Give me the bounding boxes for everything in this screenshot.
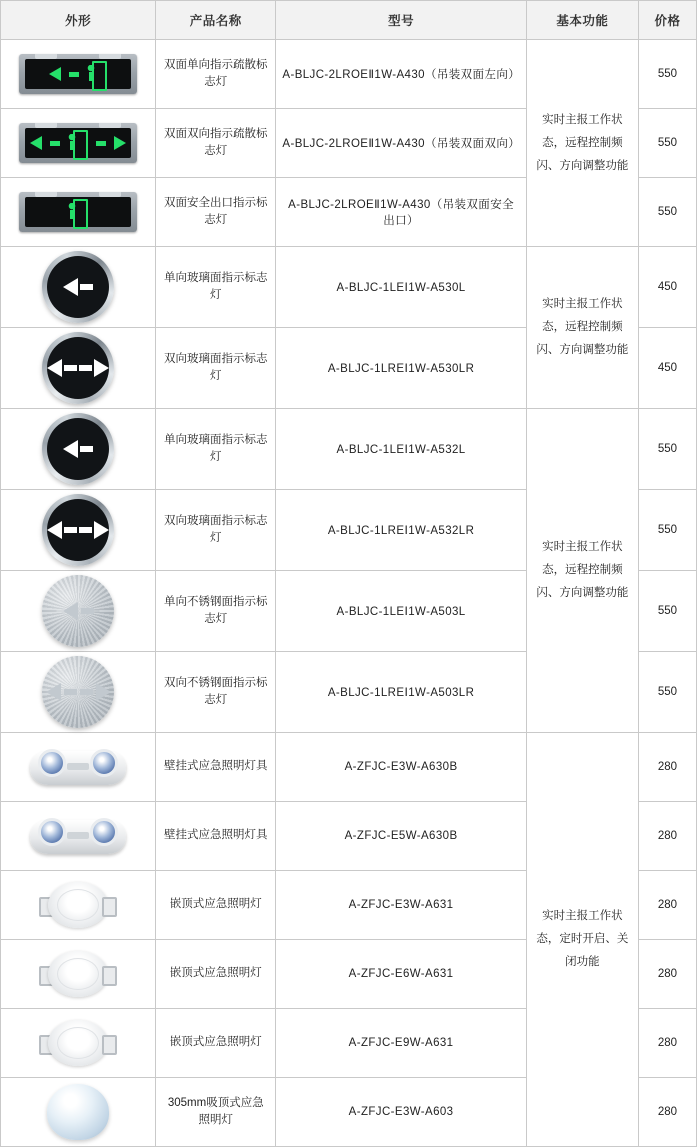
product-image-cell <box>1 178 156 247</box>
product-name: 双面安全出口指示标志灯 <box>156 178 276 247</box>
table-row <box>1 409 697 490</box>
product-name: 双面单向指示疏散标志灯 <box>156 40 276 109</box>
product-model: A-BLJC-1LREⅠ1W-A532LR <box>276 490 526 571</box>
product-model: A-ZFJC-E5W-A630B <box>276 802 526 871</box>
product-model: A-BLJC-1LEⅠ1W-A532L <box>276 409 526 490</box>
exit-sign-exit-icon <box>1 182 155 242</box>
product-image-cell <box>1 871 156 940</box>
product-model: A-ZFJC-E3W-A631 <box>276 871 526 940</box>
product-image-cell <box>1 490 156 571</box>
product-function: 实时主报工作状态，远程控制频闪、方向调整功能 <box>526 40 638 247</box>
column-header-shape: 外形 <box>1 1 156 40</box>
product-name: 单向玻璃面指示标志灯 <box>156 409 276 490</box>
product-price: 450 <box>638 247 696 328</box>
recessed-downlight-icon <box>1 1013 155 1073</box>
glass-disc-both-arrows-icon <box>1 332 155 404</box>
product-price: 550 <box>638 652 696 733</box>
product-price: 280 <box>638 802 696 871</box>
exit-sign-left-arrow-icon <box>1 44 155 104</box>
product-price: 280 <box>638 940 696 1009</box>
column-header-name: 产品名称 <box>156 1 276 40</box>
product-function: 实时主报工作状态，远程控制频闪、方向调整功能 <box>526 247 638 409</box>
recessed-downlight-icon <box>1 875 155 935</box>
product-model: A-ZFJC-E3W-A603 <box>276 1078 526 1147</box>
product-image-cell <box>1 1078 156 1147</box>
product-price: 550 <box>638 40 696 109</box>
product-image-cell <box>1 571 156 652</box>
product-image-cell <box>1 1009 156 1078</box>
product-model: A-BLJC-1LEⅠ1W-A503L <box>276 571 526 652</box>
product-price: 550 <box>638 490 696 571</box>
product-name: 嵌顶式应急照明灯 <box>156 1009 276 1078</box>
product-price: 550 <box>638 409 696 490</box>
product-model: A-ZFJC-E3W-A630B <box>276 733 526 802</box>
product-function: 实时主报工作状态，定时开启、关闭功能 <box>526 733 638 1147</box>
wall-mounted-lamp-icon <box>1 806 155 866</box>
steel-disc-left-arrow-icon <box>1 575 155 647</box>
product-image-cell <box>1 247 156 328</box>
product-price: 550 <box>638 178 696 247</box>
product-name: 305mm吸顶式应急照明灯 <box>156 1078 276 1147</box>
product-price: 280 <box>638 1009 696 1078</box>
product-image-cell <box>1 802 156 871</box>
product-name: 嵌顶式应急照明灯 <box>156 871 276 940</box>
product-model: A-BLJC-1LREⅠ1W-A503LR <box>276 652 526 733</box>
table-header-row <box>1 1 697 40</box>
product-name: 双向玻璃面指示标志灯 <box>156 328 276 409</box>
product-price: 280 <box>638 733 696 802</box>
product-name: 嵌顶式应急照明灯 <box>156 940 276 1009</box>
column-header-function: 基本功能 <box>526 1 638 40</box>
glass-disc-left-arrow-icon <box>1 413 155 485</box>
product-model: A-ZFJC-E9W-A631 <box>276 1009 526 1078</box>
product-price: 450 <box>638 328 696 409</box>
product-name: 壁挂式应急照明灯具 <box>156 802 276 871</box>
product-model: A-BLJC-1LREⅠ1W-A530LR <box>276 328 526 409</box>
product-model: A-BLJC-1LEⅠ1W-A530L <box>276 247 526 328</box>
product-image-cell <box>1 733 156 802</box>
column-header-model: 型号 <box>276 1 526 40</box>
product-image-cell <box>1 409 156 490</box>
dome-ceiling-lamp-icon <box>1 1082 155 1142</box>
product-name: 双向玻璃面指示标志灯 <box>156 490 276 571</box>
product-model: A-BLJC-2LROEⅡ1W-A430（吊装双面左向） <box>276 40 526 109</box>
product-name: 双面双向指示疏散标志灯 <box>156 109 276 178</box>
glass-disc-left-arrow-icon <box>1 251 155 323</box>
product-name: 双向不锈钢面指示标志灯 <box>156 652 276 733</box>
product-image-cell <box>1 652 156 733</box>
product-name: 壁挂式应急照明灯具 <box>156 733 276 802</box>
column-header-price: 价格 <box>638 1 696 40</box>
table-row <box>1 247 697 328</box>
product-model: A-BLJC-2LROEⅡ1W-A430（吊装双面安全出口） <box>276 178 526 247</box>
table-row <box>1 733 697 802</box>
recessed-downlight-icon <box>1 944 155 1004</box>
product-function: 实时主报工作状态，远程控制频闪、方向调整功能 <box>526 409 638 733</box>
product-image-cell <box>1 40 156 109</box>
product-image-cell <box>1 328 156 409</box>
product-model: A-BLJC-2LROEⅡ1W-A430（吊装双面双向） <box>276 109 526 178</box>
steel-disc-both-arrows-icon <box>1 656 155 728</box>
product-price: 550 <box>638 571 696 652</box>
product-image-cell <box>1 940 156 1009</box>
table-row <box>1 40 697 109</box>
exit-sign-both-arrows-icon <box>1 113 155 173</box>
glass-disc-both-arrows-icon <box>1 494 155 566</box>
wall-mounted-lamp-icon <box>1 737 155 797</box>
product-price: 280 <box>638 1078 696 1147</box>
product-price: 280 <box>638 871 696 940</box>
product-name: 单向不锈钢面指示标志灯 <box>156 571 276 652</box>
product-model: A-ZFJC-E6W-A631 <box>276 940 526 1009</box>
product-price: 550 <box>638 109 696 178</box>
product-name: 单向玻璃面指示标志灯 <box>156 247 276 328</box>
product-image-cell <box>1 109 156 178</box>
